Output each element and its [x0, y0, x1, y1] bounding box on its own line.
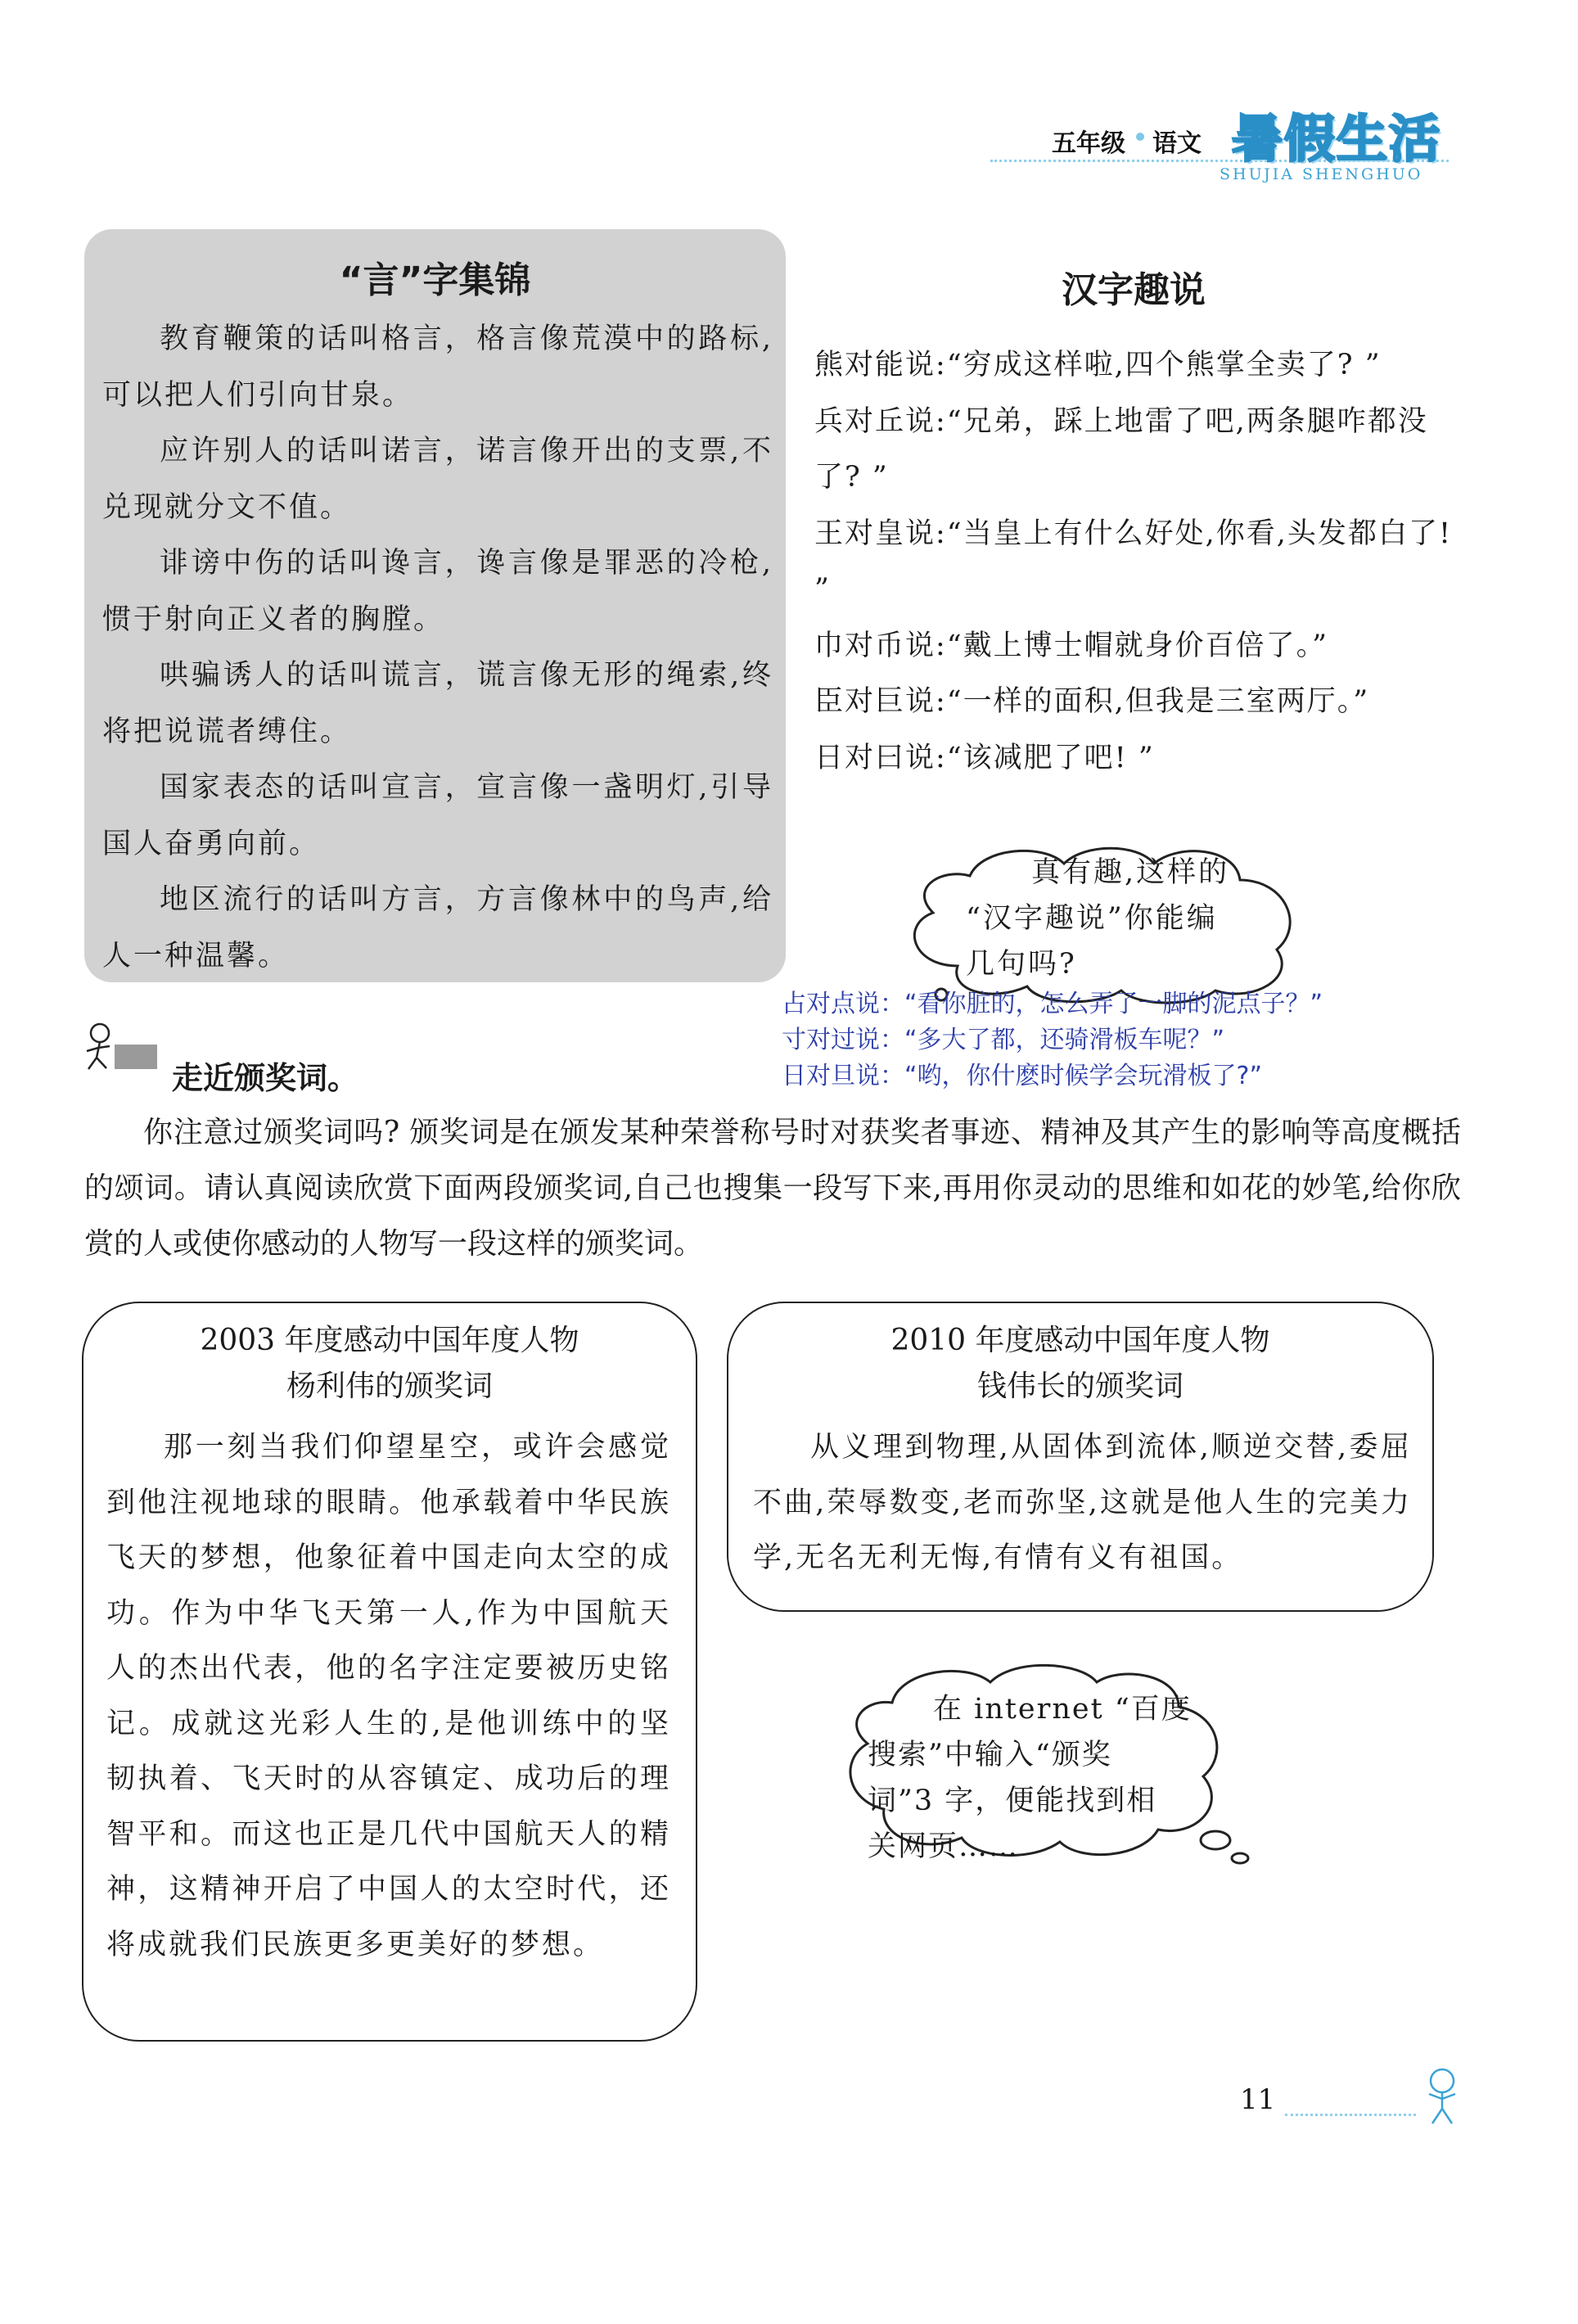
brand-logo-english: SHUJIA SHENGHUO: [1220, 165, 1423, 183]
award1-title: [82, 1318, 697, 1410]
award2-title: [727, 1318, 1434, 1410]
hanzi-line: 王对皇说:“当皇上有什么好处,你看,头发都白了! ”: [814, 517, 1453, 606]
hanzi-line: 巾对币说:“戴上博士帽就身价百倍了。”: [814, 629, 1329, 662]
yan-collection-title: “言”字集锦: [339, 259, 531, 301]
award1-paragraph: 那一刻当我们仰望星空，或许会感觉到他注视地球的眼睛。他承载着中华民族飞天的梦想，他象征着中国走向太空的成功。作为中华飞天第一人,作为中国航天人的杰出代表，他的名字注定要被历史铭记。成就这光彩人生的,是他训练中的坚韧执着、飞天时的从容镇定、成功后的理智平和。而这也正是几代中国航天人的精神，这精神开启了中国人的太空时代，还将成就我们民族更多更美好的梦想。: [106, 1431, 671, 1961]
yan-paragraph: 地区流行的话叫方言，方言像林中的鸟声,给人一种温馨。: [102, 883, 773, 972]
hanzi-line: 日对曰说:“该减肥了吧! ”: [814, 741, 1155, 774]
hanzi-title: 汉字趣说: [1062, 269, 1206, 311]
hanzi-line: 臣对巨说:“一样的面积,但我是三室两厅。”: [814, 685, 1370, 718]
hanzi-line: 熊对能说:“穷成这样啦,四个熊掌全卖了? ”: [814, 349, 1382, 381]
award1-text: [106, 1420, 671, 1973]
bubble2-line: 搜索”中输入“颁奖: [868, 1739, 1112, 1771]
award2-title-line1: 2010 年度感动中国年度人物: [890, 1324, 1270, 1357]
bubble1-line: 几句吗?: [966, 948, 1077, 981]
bubble1-line: “汉字趣说”你能编: [966, 902, 1218, 935]
yan-paragraph: 教育鞭策的话叫格言，格言像荒漠中的路标,可以把人们引向甘泉。: [102, 323, 773, 412]
yan-paragraph: 诽谤中伤的话叫谗言，谗言像是罪恶的冷枪,惯于射向正义者的胸膛。: [102, 547, 773, 636]
hanzi-line: 兵对丘说:“兄弟，踩上地雷了吧,两条腿咋都没了? ”: [814, 404, 1428, 494]
award2-text: [753, 1420, 1412, 1586]
handwritten-line: 日对旦说：“哟，你什麽时候学会玩滑板了?”: [782, 1062, 1263, 1090]
handwritten-answers: [782, 986, 1477, 1094]
header-dot-icon: [1136, 133, 1144, 141]
section-heading: 走近颁奖词。: [172, 1060, 359, 1096]
yan-paragraph: 国家表态的话叫宣言，宣言像一盏明灯,引导国人奋勇向前。: [102, 771, 773, 860]
bubble1-text: [966, 850, 1269, 987]
award2-paragraph: 从义理到物理,从固体到流体,顺逆交替,委屈不曲,荣辱数变,老而弥坚,这就是他人生的完美力学,无名无利无悔,有情有义有祖国。: [753, 1431, 1412, 1574]
section-intro: [84, 1105, 1461, 1272]
bubble2-line: 在 internet “百度: [933, 1693, 1192, 1726]
kid-mascot-icon: [1409, 2063, 1475, 2128]
hanzi-text: [814, 337, 1461, 786]
yan-paragraph: 哄骗诱人的话叫谎言，谎言像无形的绳索,终将把说谎者缚住。: [102, 659, 773, 748]
award1-title-line2: 杨利伟的颁奖词: [286, 1370, 493, 1403]
bubble2-line: 词”3 字，便能找到相: [868, 1785, 1157, 1817]
yan-collection-text: [102, 311, 773, 984]
header-grade: 五年级: [1052, 129, 1125, 158]
award1-title-line1: 2003 年度感动中国年度人物: [200, 1324, 579, 1357]
brand-logo: 暑假生活: [1232, 109, 1442, 169]
intro-paragraph: 你注意过颁奖词吗? 颁奖词是在颁发某种荣誉称号时对获奖者事迹、精神及其产生的影响等高度概括的颂词。请认真阅读欣赏下面两段颁奖词,自己也搜集一段写下来,再用你灵动的思维和如花的妙笔,给你欣赏的人或使你感动的人物写一段这样的颁奖词。: [84, 1116, 1461, 1261]
bubble1-line: 真有趣,这样的: [1031, 856, 1230, 889]
handwritten-line: 占对点说：“看你脏的，怎么弄了一脚的泥点子？”: [782, 990, 1323, 1018]
bubble2-text: [868, 1686, 1211, 1870]
handwritten-line: 寸对过说：“多大了都，还骑滑板车呢？”: [782, 1026, 1225, 1054]
page-number: 11: [1240, 2083, 1276, 2116]
header-subject: 语文: [1152, 129, 1202, 158]
bubble2-line: 关网页……: [868, 1830, 1020, 1863]
yan-paragraph: 应许别人的话叫诺言，诺言像开出的支票,不兑现就分文不值。: [102, 435, 773, 524]
running-kid-icon: [82, 1022, 160, 1071]
footer-divider: [1285, 2114, 1416, 2116]
award2-title-line2: 钱伟长的颁奖词: [976, 1370, 1184, 1403]
